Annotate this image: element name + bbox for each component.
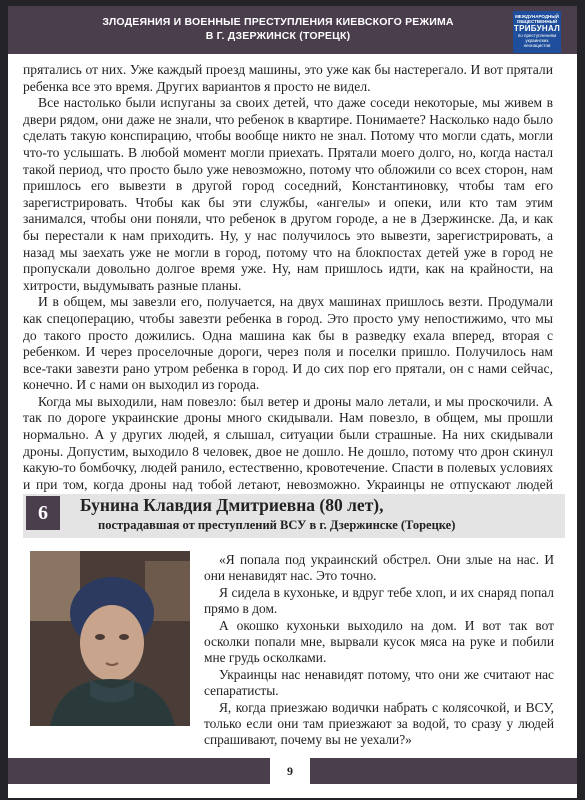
person-photo	[30, 551, 190, 726]
body-paragraph: Когда мы выходили, нам повезло: был ветер и дроны мало летали, и мы проскочили. А так по дороге украинские дроны много скидывали. Нам повезло, в общем, мы прошли нормально. А у других людей, я слышал, ситуации были страшные. На них скидывали дроны. Допустим, выходило 8 человек, двое не дошло. Не дошло, потому что дрон скинул какую-то бомбочку, людей ранило, естественно, кровотечение. Спасти в полевых условиях и при том, когда дроны над тобой летают, невозможно. Украинцы не отпускают людей	[23, 393, 553, 492]
body-text	[23, 62, 553, 510]
title-line-2: В Г. ДЗЕРЖИНСК (ТОРЕЦК)	[205, 30, 351, 42]
quote-paragraph: «Я попала под украинский обстрел. Они злые на нас. И они ненавидят нас. Это точно.	[204, 552, 554, 584]
logo-line-2: ТРИБУНАЛ	[513, 24, 561, 33]
tribunal-logo	[513, 11, 561, 53]
testimony-number: 6	[26, 496, 60, 530]
person-name: Бунина Клавдия Дмитриевна (80 лет),	[80, 495, 384, 515]
body-paragraph: И в общем, мы завезли его, получается, на двух машинах пришлось везти. Продумали как спецоперацию, чтобы завезти ребенка в город. Это просто уму непостижимо, что мы до такого просто дожились. Одна машина как бы в разведку ехала вперед, вторая с ребенком. И через проселочные дороги, через поля и поселки пришло. Получилось нам все-таки завезти рано утром ребенка в город. И до сих пор его прятали, он с нами сейчас, конечно. И с нами он выходил из города.	[23, 294, 553, 393]
body-paragraph: прятались от них. Уже каждый проезд машины, это уже как бы настерегало. И вот прятали ребенка все это время. Других вариантов я просто не видел.	[23, 62, 553, 94]
page-header	[8, 6, 577, 54]
logo-line-1: МЕЖДУНАРОДНЫЙ ОБЩЕСТВЕННЫЙ	[515, 14, 559, 24]
title-line-1: ЗЛОДЕЯНИЯ И ВОЕННЫЕ ПРЕСТУПЛЕНИЯ КИЕВСКОГО РЕЖИМА	[102, 16, 454, 28]
body-paragraph: Все настолько были испуганы за своих детей, что даже соседи некоторые, мы живем в двери рядом, они даже не знали, что ребенок в квартире. Понимаете? Насколько надо было сделать такую конспирацию, чтобы вообще никто не знал. Потому что могли сдать, могли что-то услышать. В любой момент могли приехать. Прятали моего долго, но, когда настал такой период, что просто было уже невозможно, потому что обложили со всех сторон, нам пришлось его вывезти в другой город соседний, Константиновку, чтобы там его зарегистрировать. Чтобы как бы эти службы, «ангелы» и опеки, или кто там этим занимался, чтобы они поняли, что ребенок в другом городе, а не в Дзержинске. Да, и как бы перестали к нам приходить. Ну, у нас получилось это вывезти, зарегистрировать, а назад мы заехать уже не могли в город, потому что на блокпостах детей уже в город не пропускали довольно долгое время уже. Ну, нам пришлось идти, как на крайности, на хитрости, выдумывать разные планы.	[23, 95, 553, 293]
logo-line-3: по преступлениям	[517, 33, 557, 38]
logo-line-4: украинских неонацистов	[523, 38, 551, 48]
quote-paragraph: А окошко кухоньки выходило на дом. И вот так вот осколки попали мне, вырвали кусок мяса на руке и побили мне грудь осколками.	[204, 617, 554, 666]
quote-paragraph: Украинцы нас ненавидят потому, что они же считают нас сепаратисты.	[204, 666, 554, 699]
quote-paragraph: Я сидела в кухоньке, и вдруг тебе хлоп, и их снаряд попал прямо в дом.	[204, 584, 554, 617]
testimony-quote	[204, 552, 554, 749]
page-title	[68, 15, 488, 43]
document-page	[8, 6, 577, 798]
person-subtitle: пострадавшая от преступлений ВСУ в г. Дзержинске (Торецке)	[98, 518, 456, 532]
quote-paragraph: Я, когда приезжаю водички набрать с колясочкой, и ВСУ, только если они там приезжают за водой, то сразу у людей спрашивают, почему вы не уехали?»	[204, 699, 554, 748]
page-number: 9	[270, 754, 310, 788]
